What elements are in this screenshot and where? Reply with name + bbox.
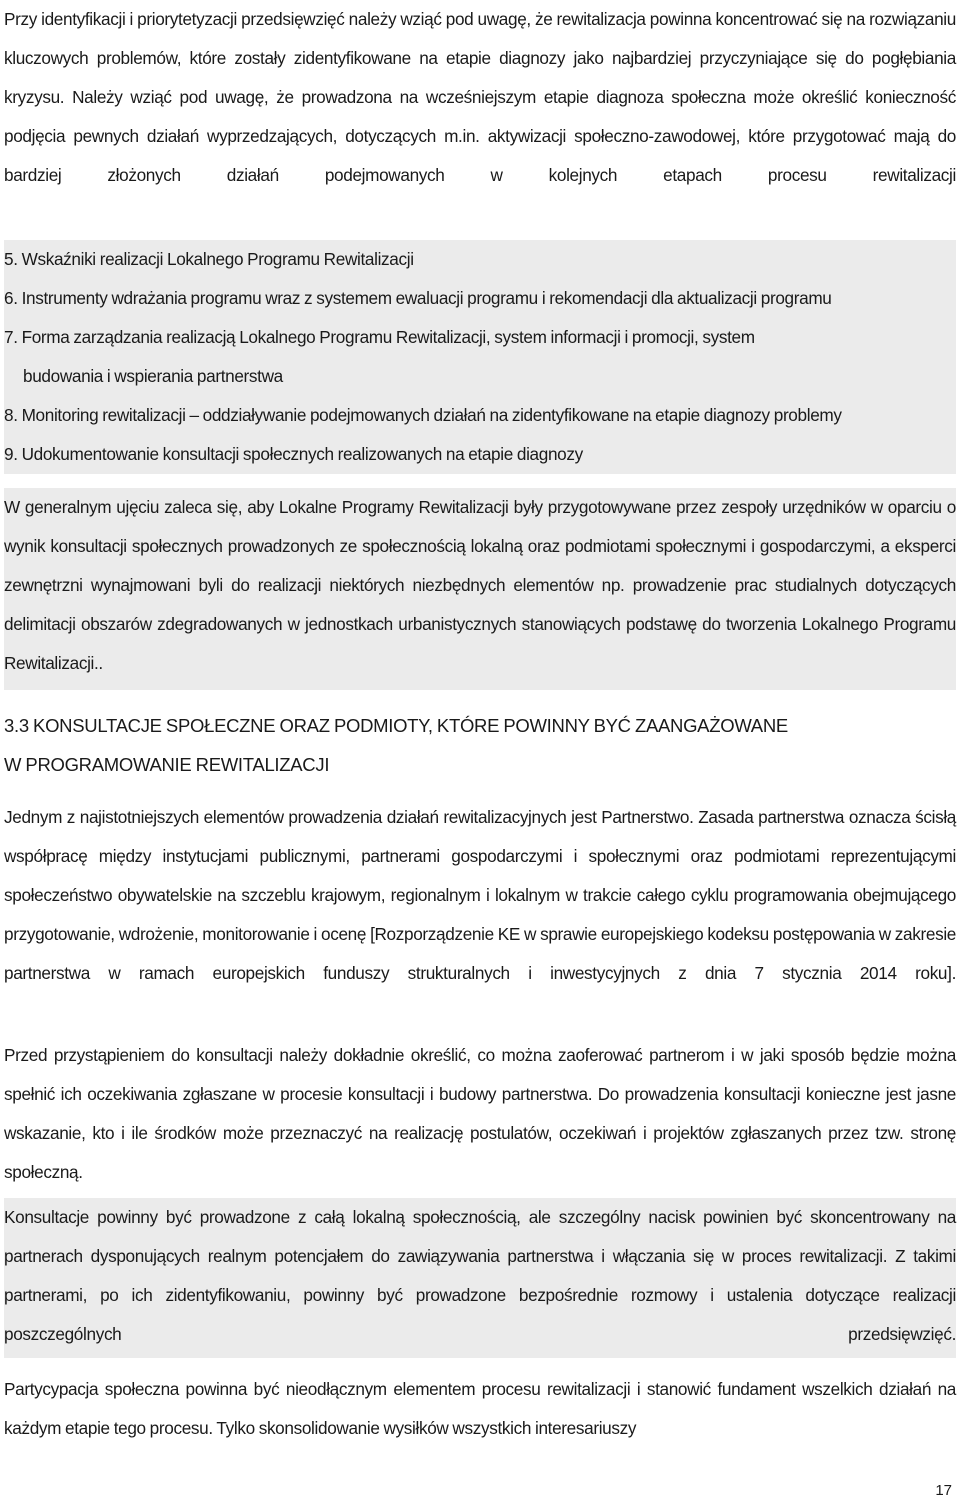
list-item-6: 6. Instrumenty wdrażania programu wraz z systemem ewaluacji programu i rekomendacji dla aktualizacji programu	[4, 288, 832, 308]
section-heading-line-1: 3.3 KONSULTACJE SPOŁECZNE ORAZ PODMIOTY, KTÓRE POWINNY BYĆ ZAANGAŻOWANE	[4, 715, 788, 736]
page-number: 17	[935, 1482, 952, 1499]
section-heading	[4, 706, 956, 784]
list-item-5: 5. Wskaźniki realizacji Lokalnego Programu Rewitalizacji	[4, 249, 414, 269]
paragraph-consultation-prep: Przed przystąpieniem do konsultacji należy dokładnie określić, co można zaoferować partnerom i w jaki sposób będzie można spełnić ich oczekiwania zgłaszane w procesie konsultacji i budowy partnerstwa. Do prowadzenia konsultacji konieczne jest jasne wskazanie, kto i ile środków może przeznaczyć na realizację postulatów, oczekiwań i projektów zgłaszanych przez tzw. stronę społeczną.	[4, 1045, 956, 1182]
checklist-block	[4, 240, 956, 474]
paragraph-participation: Partycypacja społeczna powinna być nieodłącznym elementem procesu rewitalizacji i stanowić fundament wszelkich działań na każdym etapie tego procesu. Tylko skonsolidowanie wysiłków wszystkich interesariuszy	[4, 1379, 956, 1438]
paragraph-partnership: Jednym z najistotniejszych elementów prowadzenia działań rewitalizacyjnych jest Partnerstwo. Zasada partnerstwa oznacza ścisłą współpracę między instytucjami publicznymi, partnerami gospodarczymi i społecznymi oraz podmiotami reprezentującymi społeczeństwo obywatelskie na szczeblu krajowym, regionalnym i lokalnym w trakcie całego cyklu programowania obejmującego przygotowanie, wdrożenie, monitorowanie i ocenę [Rozporządzenie KE w sprawie europejskiego kodeksu postępowania w zakresie partnerstwa w ramach europejskich funduszy strukturalnych i inwestycyjnych z dnia 7 stycznia 2014 roku].	[4, 807, 956, 983]
section-heading-line-2: W PROGRAMOWANIE REWITALIZACJI	[4, 754, 330, 775]
list-item-7: 7. Forma zarządzania realizacją Lokalnego Programu Rewitalizacji, system informacji i promocji, system	[4, 327, 755, 347]
list-item-9: 9. Udokumentowanie konsultacji społecznych realizowanych na etapie diagnozy	[4, 444, 583, 464]
paragraph-consultation-focus: Konsultacje powinny być prowadzone z całą lokalną społecznością, ale szczególny nacisk powinien być skoncentrowany na partnerach dysponujących realnym potencjałem do zawiązywania partnerstwa i włączania się w proces rewitalizacji. Z takimi partnerami, po ich zidentyfikowaniu, powinny być prowadzone bezpośrednie rozmowy i ustalenia dotyczące realizacji poszczególnych przedsięwzięć.	[4, 1198, 956, 1358]
paragraph-recommendation: W generalnym ujęciu zaleca się, aby Lokalne Programy Rewitalizacji były przygotowywane przez zespoły urzędników w oparciu o wynik konsultacji społecznych prowadzonych ze społecznością lokalną oraz podmiotami społecznymi i gospodarczymi, a eksperci zewnętrzni wynajmowani byli do realizacji niektórych niezbędnych elementów np. prowadzenie prac studialnych dotyczących delimitacji obszarów zdegradowanych w jednostkach urbanistycznych stanowiących podstawę do tworzenia Lokalnego Programu Rewitalizacji..	[4, 488, 956, 690]
list-item-8: 8. Monitoring rewitalizacji – oddziaływanie podejmowanych działań na zidentyfikowane na etapie diagnozy problemy	[4, 405, 842, 425]
list-item-7-continuation: budowania i wspierania partnerstwa	[23, 366, 283, 386]
paragraph-intro: Przy identyfikacji i priorytetyzacji przedsięwzięć należy wziąć pod uwagę, że rewitalizacja powinna koncentrować się na rozwiązaniu kluczowych problemów, które zostały zidentyfikowane na etapie diagnozy jako najbardziej przyczyniające się do pogłębiania kryzysu. Należy wziąć pod uwagę, że prowadzona na wcześniejszym etapie diagnoza społeczna może określić konieczność podjęcia pewnych działań wyprzedzających, dotyczących m.in. aktywizacji społeczno-zawodowej, które przygotować mają do bardziej złożonych działań podejmowanych w kolejnych etapach procesu rewitalizacji	[4, 9, 956, 185]
